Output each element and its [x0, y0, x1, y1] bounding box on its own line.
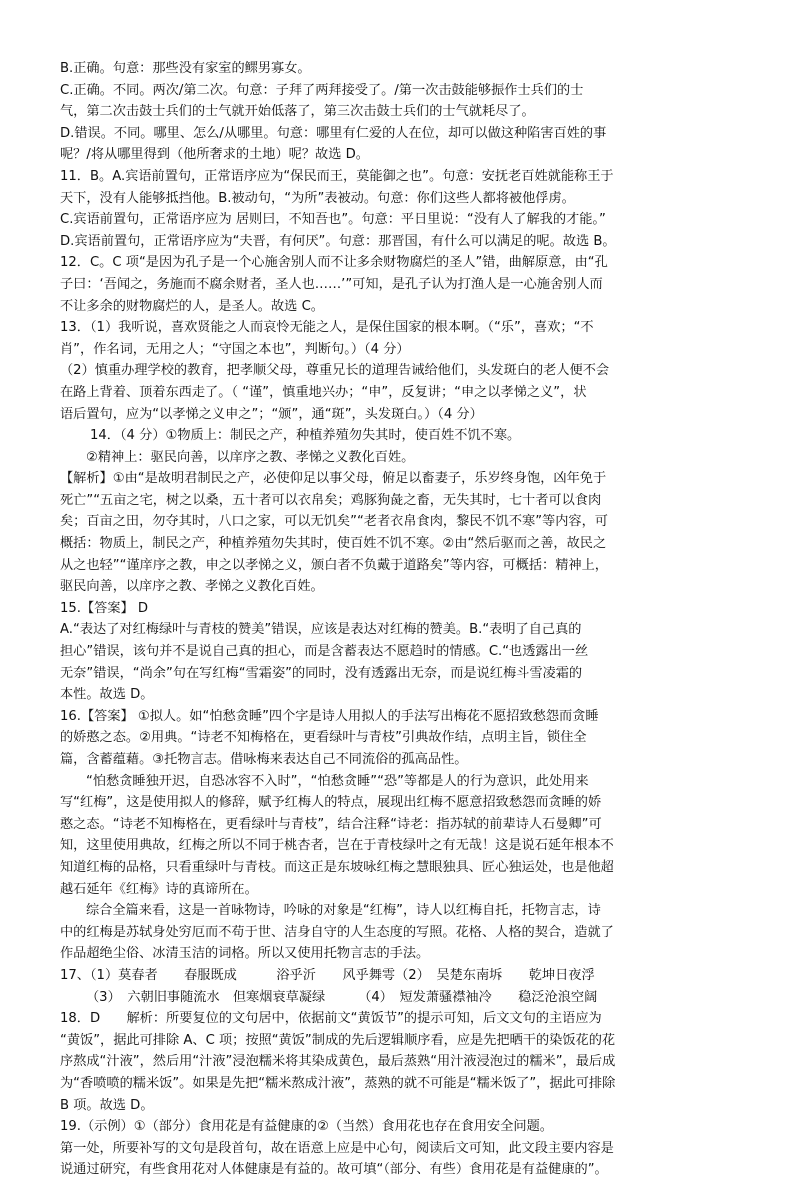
- text-line: 第一处，所要补写的文句是段首句，故在语意上应是中心句，阅读后文可知，此文段主要内容是: [60, 1140, 614, 1156]
- text-line: 在路上背着、顶着东西走了。（ “谨”，慎重地兴办；“申”，反复讲；“申之以孝悌之义”，状: [60, 384, 587, 400]
- text-line: A.“表达了对红梅绿叶与青枝的赞美”错误，应该是表达对红梅的赞美。B.“表明了自己真的: [60, 622, 582, 638]
- text-line: 不让多余的财物腐烂的人，是圣人。故选 C。: [60, 298, 324, 314]
- text-line: 写“红梅”，这是使用拟人的修辞，赋予红梅人的特点，展现出红梅不愿意招致愁怨而贪睡的娇: [60, 795, 602, 811]
- text-line: 憨之态。“诗老不知梅格在，更看绿叶与青枝”，结合注释“诗老：指苏轼的前辈诗人石曼卿”可: [60, 816, 602, 832]
- text-line: 肖”，作名词，无用之人；“守国之本也”，判断句。）（4 分）: [60, 341, 410, 357]
- text-line: 的娇憨之态。②用典。“诗老不知梅格在，更看绿叶与青枝”引典故作结，点明主旨，锁住全: [60, 730, 587, 746]
- text-line: 说通过研究，有些食用花对人体健康是有益的。故可填“（部分、有些）食用花是有益健康的”。: [60, 1162, 608, 1178]
- text-line: “黄饭”，据此可排除 A、C 项；按照“黄饭”制成的先后逻辑顺序看，应是先把晒干的染饭花的花: [60, 1032, 616, 1048]
- text-line: 14．（4 分）①物质上：制民之产，种植养殖勿失其时，使百姓不饥不寒。: [90, 428, 521, 444]
- text-line: 为“香喷喷的糯米饭”。如果是先把“糯米熬成汁液”，蒸熟的就不可能是“糯米饭了”，据此可排除: [60, 1075, 616, 1091]
- text-line: B 项。故选 D。: [60, 1097, 154, 1113]
- text-line: 作品超绝尘俗、冰清玉洁的词格。所以又使用托物言志的手法。: [60, 946, 430, 962]
- text-line: （2）慎重办理学校的教育，把孝顺父母，尊重兄长的道理告诫给他们，头发斑白的老人便不会: [60, 363, 610, 379]
- text-line: 11．B。A.宾语前置句，正常语序应为“保民而王，莫能御之也”。句意：安抚老百姓就能称王于: [60, 168, 614, 184]
- text-line: 本性。故选 D。: [60, 687, 154, 703]
- text-line: 19.（示例）①（部分）食用花是有益健康的②（当然）食用花也存在食用安全问题。: [60, 1119, 553, 1135]
- text-line: 天下，没有人能够抵挡他。B.被动句，“为所”表被动。句意：你们这些人都将被他俘虏。: [60, 190, 575, 206]
- answer-document: [60, 58, 738, 1181]
- text-line: 从之也轻”“谨庠序之教，申之以孝悌之义，颁白者不负戴于道路矣”等内容，可概括：精神上，: [60, 557, 608, 573]
- text-line: ②精神上：驱民向善，以庠序之教、孝悌之义教化百姓。: [86, 449, 415, 465]
- text-line: 子曰：‘吾闻之，务施而不腐余财者，圣人也……’”可知，是孔子认为打渔人是一心施舍别人而: [60, 276, 603, 292]
- text-line: B.正确。句意：那些没有家室的鳏男寡女。: [60, 61, 311, 76]
- text-line: 15.【答案】 D: [60, 600, 149, 616]
- text-line: 知道红梅的品格，只看重绿叶与青枝。而这正是东坡咏红梅之慧眼独具、匠心独运处，也是他超: [60, 859, 614, 875]
- text-line: “怕愁贪睡独开迟，自恐冰容不入时”，“怕愁贪睡”“恐”等都是人的行为意识，此处用来: [86, 773, 589, 789]
- text-line: 18．D 解析：所要复位的文句居中，依据前文“黄饭节”的提示可知，后文文句的主语应为: [60, 1011, 602, 1027]
- text-line: （3） 六朝旧事随流水 但寒烟衰草凝绿 （4） 短发萧骚襟袖冷 稳泛沧浪空阔: [86, 989, 598, 1005]
- text-line: 担心”错误，该句并不是说自己真的担心，而是含蓄表达不愿趋时的情感。C.“也透露出一丝: [60, 644, 589, 660]
- text-line: 12．C。C 项“是因为孔子是一个心施舍别人而不让多余财物腐烂的圣人”错，曲解原意，由“孔: [60, 255, 608, 271]
- text-line: D.宾语前置句，正常语序应为“夫晋，有何厌”。句意：那晋国，有什么可以满足的呢。故选 B。: [60, 233, 616, 249]
- text-line: C.宾语前置句，正常语序应为 居则曰，不知吾也”。句意：平日里说：“没有人了解我的才能。”: [60, 212, 606, 228]
- text-line: 16.【答案】 ①拟人。如“怕愁贪睡”四个字是诗人用拟人的手法写出梅花不愿招致愁怨而贪睡: [60, 708, 599, 724]
- text-line: 越石延年《红梅》诗的真谛所在。: [60, 881, 258, 897]
- text-line: 气，第二次击鼓士兵们的士气就开始低落了，第三次击鼓士兵们的士气就耗尽了。: [60, 104, 535, 120]
- text-line: 概括：物质上，制民之产，种植养殖勿失其时，使百姓不饥不寒。②由“然后驱而之善，故民之: [60, 536, 607, 552]
- text-line: 13．（1）我听说，喜欢贤能之人而哀怜无能之人，是保住国家的根本啊。（“乐”，喜欢；“不: [60, 320, 594, 336]
- text-line: D.错误。不同。哪里、怎么/从哪里。句意：哪里有仁爱的人在位，却可以做这种陷害百姓的事: [60, 125, 607, 141]
- text-line: 【解析】①由“是故明君制民之产，必使仰足以事父母，俯足以畜妻子，乐岁终身饱，凶年免于: [60, 471, 607, 487]
- text-line: 驱民向善，以庠序之教、孝悌之义教化百姓。: [60, 579, 324, 595]
- text-line: 中的红梅是苏轼身处穷厄而不苟于世、洁身自守的人生态度的写照。花格、人格的契合，造就了: [60, 924, 614, 940]
- text-line: C.正确。不同。两次/第二次。句意：子拜了两拜接受了。/第一次击鼓能够振作士兵们的士: [60, 82, 584, 98]
- text-line: 综合全篇来看，这是一首咏物诗，吟咏的对象是“红梅”，诗人以红梅自托，托物言志，诗: [86, 903, 601, 919]
- text-line: 语后置句，应为“以孝悌之义申之”；“颁”，通“斑”，头发斑白。）（4 分）: [60, 406, 483, 422]
- text-line: 矣；百亩之田，勿夺其时，八口之家，可以无饥矣”“老者衣帛食肉，黎民不饥不寒”等内容，可: [60, 514, 608, 530]
- text-line: 知，这里使用典故，红梅之所以不同于桃杏者，岂在于青枝绿叶之有无哉！这是说石延年根本不: [60, 838, 614, 854]
- text-line: 序熬成“汁液”，然后用“汁液”浸泡糯米将其染成黄色，最后蒸熟“用汁液浸泡过的糯米”，最后成: [60, 1054, 616, 1070]
- text-line: 17、（1）莫春者 春服既成 浴乎沂 风乎舞雩（2） 吴楚东南坼 乾坤日夜浮: [60, 967, 595, 983]
- text-line: 死亡”“五亩之宅，树之以桑，五十者可以衣帛矣；鸡豚狗彘之畜，无失其时，七十者可以食肉: [60, 492, 602, 508]
- text-line: 呢？/将从哪里得到（他所奢求的土地）呢？故选 D。: [60, 147, 369, 163]
- text-line: 无奈”错误，“尚余”句在写红梅“雪霜姿”的同时，没有透露出无奈，而是说红梅斗雪凌霜的: [60, 665, 583, 681]
- text-line: 篇，含蓄蕴藉。③托物言志。借咏梅来表达自己不同流俗的孤高品性。: [60, 752, 468, 767]
